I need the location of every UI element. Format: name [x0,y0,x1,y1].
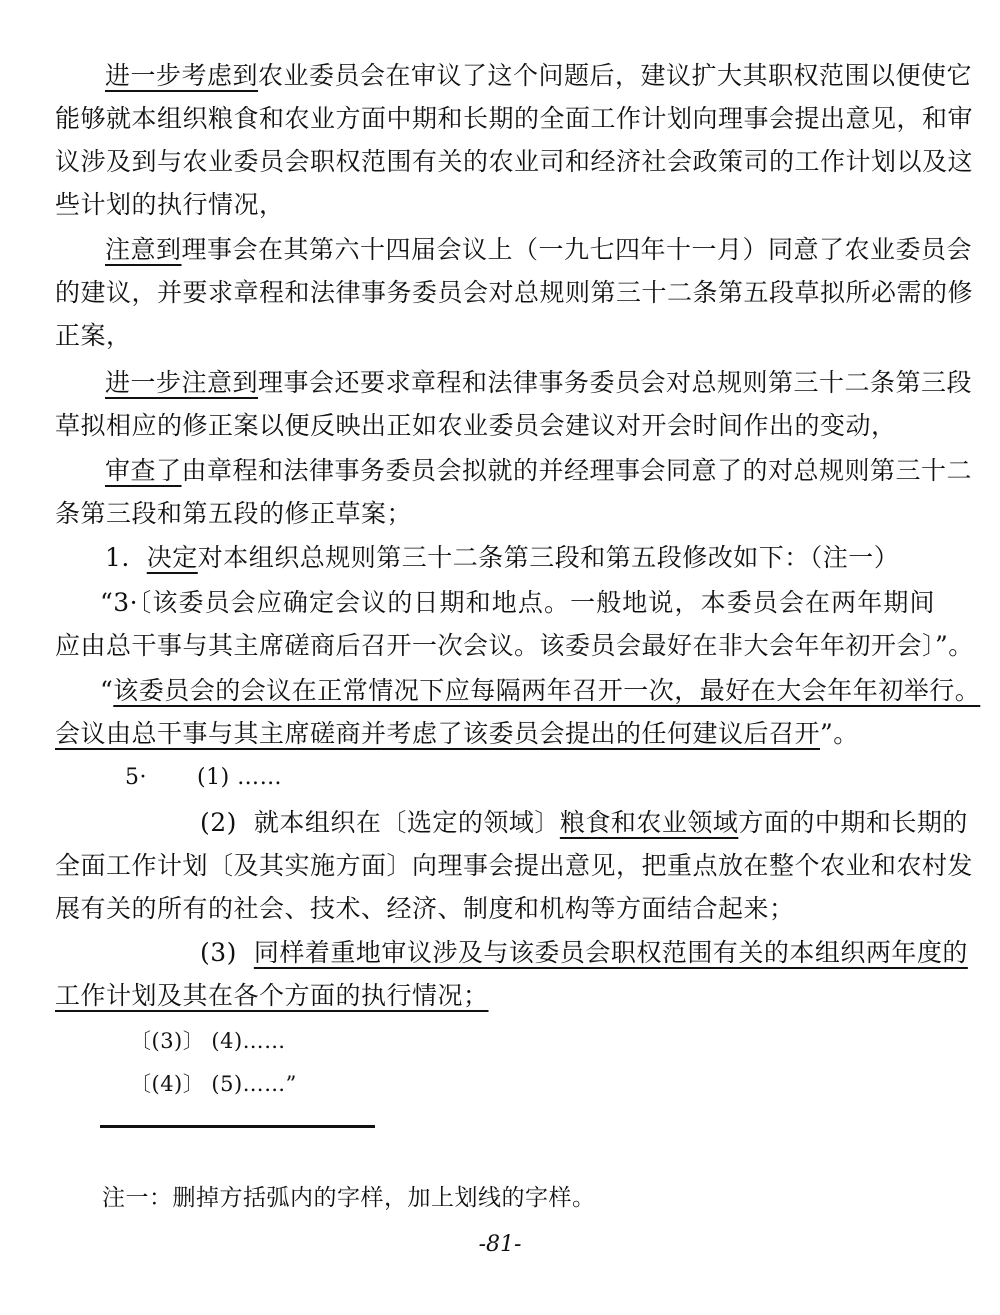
para1-line3: 议涉及到与农业委员会职权范围有关的农业司和经济社会政策司的工作计划以及这 [55,147,974,176]
section5-item1: (1) …… [197,765,283,790]
para4-lead: 审查了 [105,456,182,485]
quote3-close-mark: ”。 [820,719,859,748]
footnote-divider [100,1125,375,1128]
section5-item2-line1 [200,805,968,845]
para3-lead: 进一步注意到 [105,368,259,397]
para1-line2: 能够就本组织粮食和农业方面中期和长期的全面工作计划向理事会提出意见，和审 [55,104,974,133]
para3-line1-text: 理事会还要求章程和法律事务委员会对总规则第三十二条第三段 [258,368,973,397]
footnote: 注一：删掉方括弧内的字样，加上划线的字样。 [102,1185,596,1211]
item2-inserted: 粮食和农业领域 [559,808,739,837]
para3-line2: 草拟相应的修正案以便反映出正如农业委员会建议对开会时间作出的变动， [55,411,897,440]
quote3-new-text-2: 会议由总干事与其主席磋商并考虑了该委员会提出的任何建议后召开 [55,719,821,748]
section5-label: 5· [125,765,147,790]
para4-line1 [55,453,973,493]
item2-text-b: 方面的中期和长期的 [738,808,968,837]
item3-inserted-1: 同样着重地审议涉及与该委员会职权范围有关的本组织两年度的 [253,938,968,967]
section5-item3-line1 [200,935,968,975]
para3-line1 [55,365,973,405]
section5-item2-line2: 全面工作计划〔及其实施方面〕向理事会提出意见，把重点放在整个农业和农村发 [55,851,974,880]
page-number: -81- [478,1232,522,1257]
decision-lead: 决定 [146,543,198,572]
para2-line3: 正案， [55,321,132,350]
para2-line2: 的建议，并要求章程和法律事务委员会对总规则第三十二条第五段草拟所必需的修 [55,278,974,307]
quote3-line4 [55,716,935,756]
para1-line1-text: 农业委员会在审议了这个问题后，建议扩大其职权范围以便使它 [258,61,973,90]
quote3-open-mark: “ [100,676,114,705]
decision-line [105,540,935,580]
para2-line1 [55,232,973,272]
section5-line1 [125,760,425,800]
para2-lead: 注意到 [105,235,182,264]
section5-item3-line2 [55,978,935,1018]
item3-number: (3) [200,938,237,967]
item2-text-a: 就本组织在〔选定的领域〕 [253,808,560,837]
para4-line2: 条第三段和第五段的修正草案； [55,499,413,528]
quote3-line1: “3·〔该委员会应确定会议的日期和地点。一般地说，本委员会在两年期间 [100,588,935,617]
para4-line1-text: 由章程和法律事务委员会拟就的并经理事会同意了的对总规则第三十二 [181,456,973,485]
para1-lead: 进一步考虑到 [105,61,259,90]
para2-line1-text: 理事会在其第六十四届会议上（一九七四年十一月）同意了农业委员会 [181,235,973,264]
section5-item4: 〔(3)〕 (4)…… [130,1029,286,1053]
decision-number: 1. [105,543,130,572]
decision-text: 对本组织总规则第三十二条第三段和第五段修改如下：（注一） [197,543,900,572]
section5-item2-line3: 展有关的所有的社会、技术、经济、制度和机构等方面结合起来； [55,894,795,923]
quote3-line3 [100,673,981,713]
para1-line4: 些计划的执行情况， [55,190,285,219]
item2-number: (2) [200,808,237,837]
section5-item5: 〔(4)〕 (5)……” [130,1072,297,1096]
item3-inserted-2: 工作计划及其在各个方面的执行情况； [55,981,489,1010]
para1-line1 [55,58,973,98]
quote3-line2: 应由总干事与其主席磋商后召开一次会议。该委员会最好在非大会年年初开会〕”。 [55,631,974,660]
quote3-new-text-1: 该委员会的会议在正常情况下应每隔两年召开一次，最好在大会年年初举行。 [113,676,981,705]
